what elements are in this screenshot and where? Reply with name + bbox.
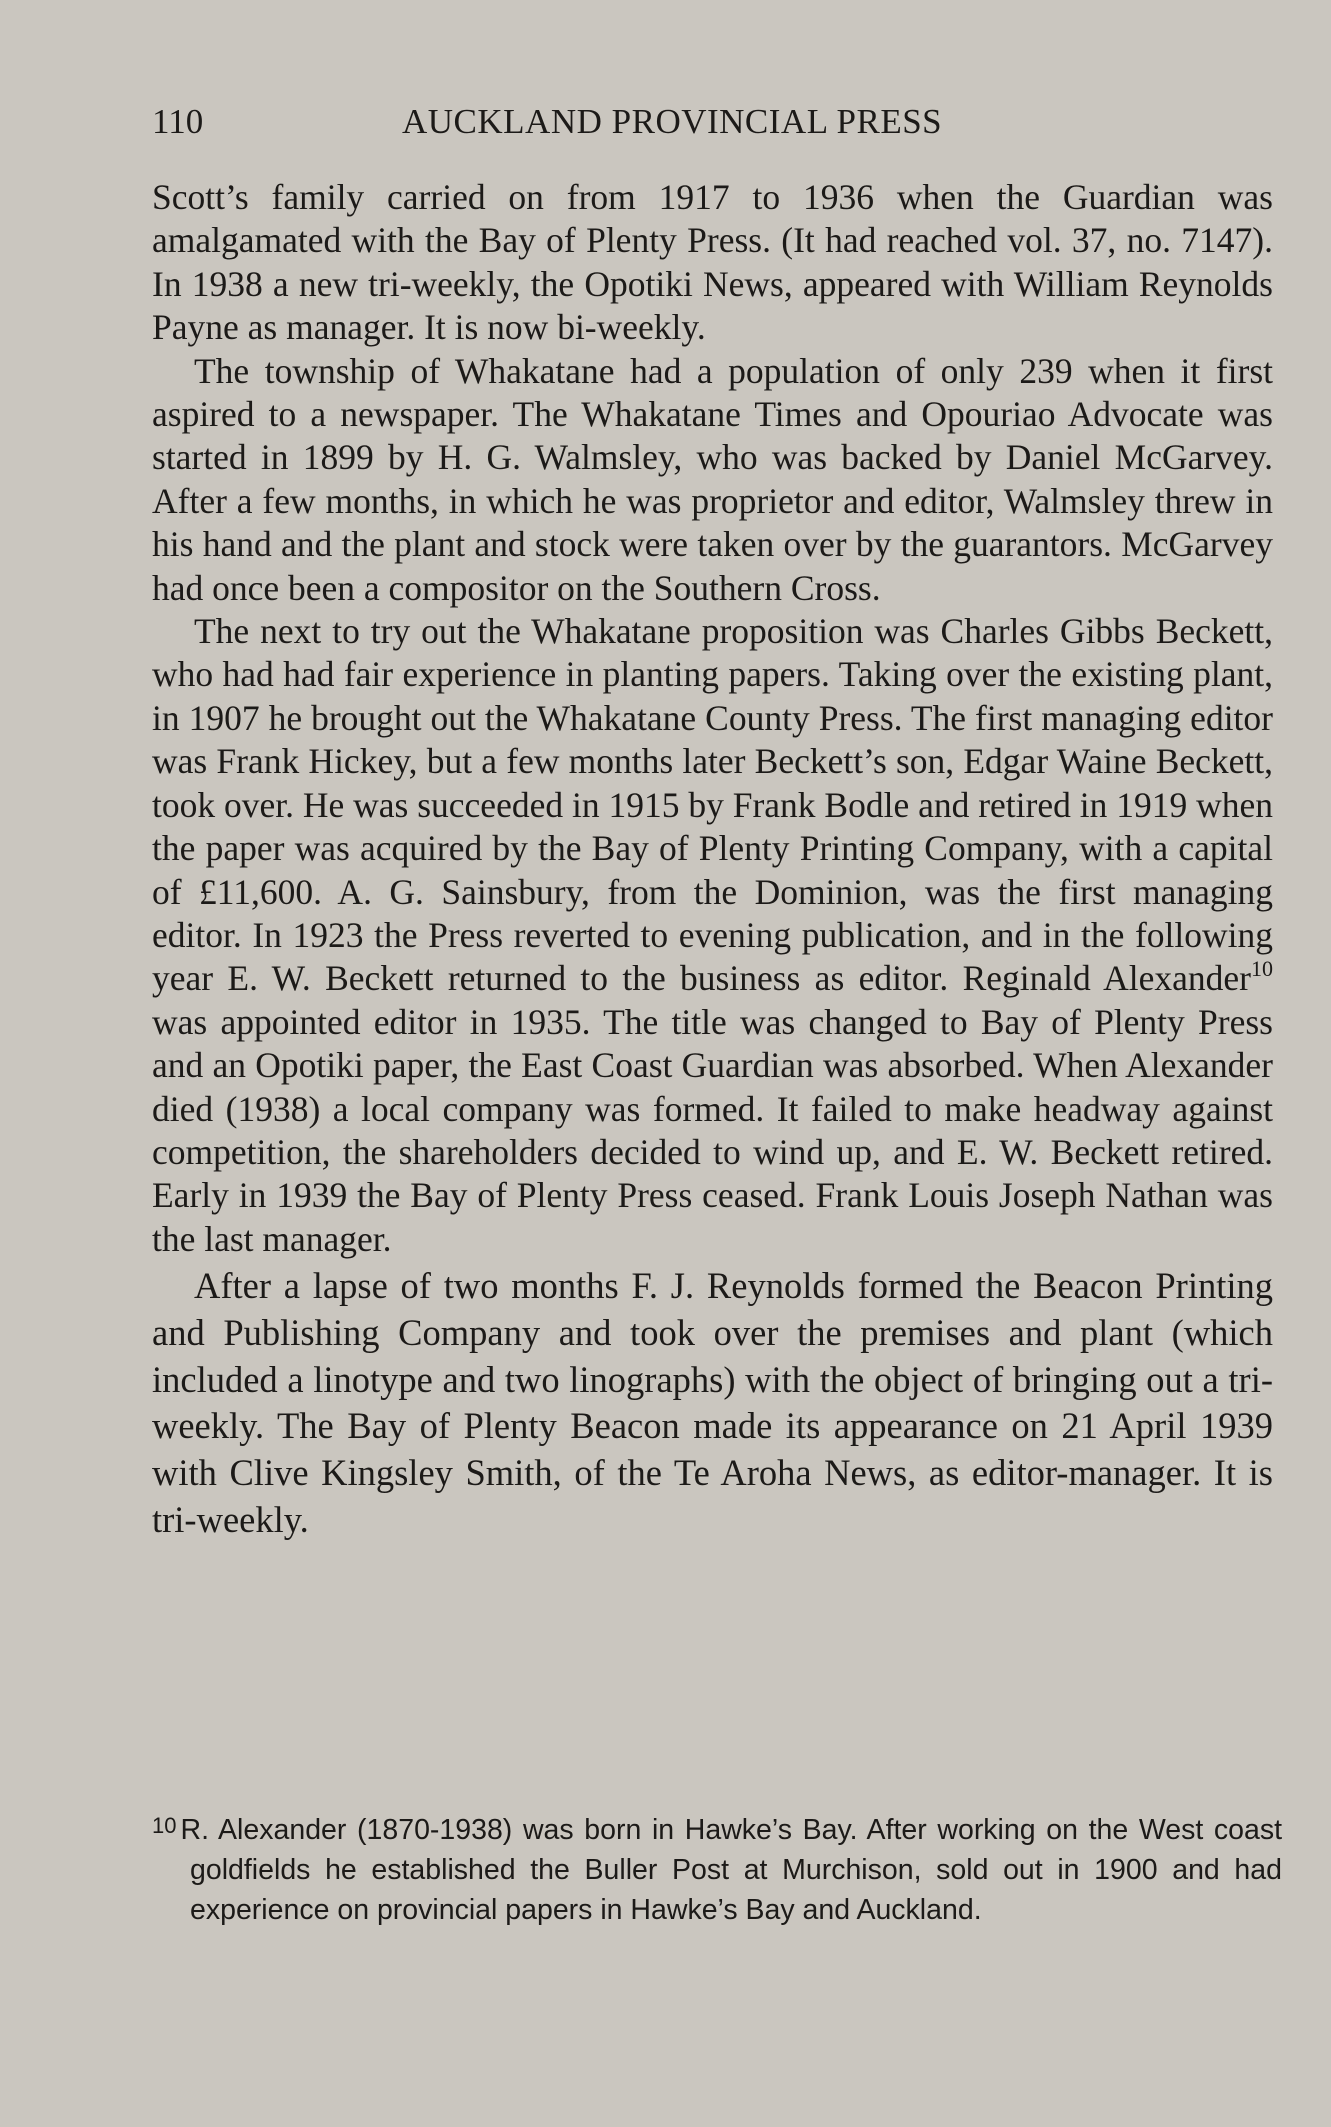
footnote-reference: 10 — [1251, 956, 1273, 982]
paragraph-text-before-ref: The next to try out the Whakatane proposition was Charles Gibbs Beckett, who had had fair experience in planting papers. Taking over the existing plant, in 1907 he brought out the Whakatane County Press. The first managing editor was Frank Hickey, but a few months later Beckett’s son, Edgar Waine Beckett, took over. He was succeeded in 1915 by Frank Bodle and retired in 1919 when the paper was acquired by the Bay of Plenty Printing Company, with a capital of £11,600. A. G. Sainsbury, from the Dominion, was the first managing editor. In 1923 the Press reverted to evening publication, and in the following year E. W. Beckett returned to the business as editor. Reginald Alexander — [152, 611, 1273, 999]
footnote — [152, 1806, 1282, 1930]
paragraph-text-after-ref: was appointed editor in 1935. The title was changed to Bay of Plenty Press and an Opotiki paper, the East Coast Guardian was absorbed. When Alexander died (1938) a local company was formed. It failed to make headway against competition, the shareholders decided to wind up, and E. W. Beckett retired. Early in 1939 the Bay of Plenty Press ceased. Frank Louis Joseph Nathan was the last manager. — [152, 1001, 1273, 1259]
paragraph-bay-of-plenty-beacon: After a lapse of two months F. J. Reynolds formed the Beacon Printing and Publishing Company and took over the premises and plant (which included a linotype and two linographs) with the object of bringing out a tri-weekly. The Bay of Plenty Beacon made its appearance on 21 April 1939 with Clive Kingsley Smith, of the Te Aroha News, as editor-manager. It is tri-weekly. — [152, 1265, 1273, 1540]
footnote-text: R. Alexander (1870-1938) was born in Hawke’s Bay. After working on the West coast goldfields he established the Buller Post at Murchison, sold out in 1900 and had experience on provincial papers in Hawke’s Bay and Auckland. — [180, 1814, 1282, 1926]
paragraph-whakatane-times: The township of Whakatane had a population of only 239 when it first aspired to a newspaper. The Whakatane Times and Opouriao Advocate was started in 1899 by H. G. Walmsley, who was backed by Daniel McGarvey. After a few months, in which he was proprietor and editor, Walmsley threw in his hand and the plant and stock were taken over by the guarantors. McGarvey had once been a compositor on the Southern Cross. — [152, 350, 1273, 608]
running-title: AUCKLAND PROVINCIAL PRESS — [402, 102, 943, 141]
body-text — [152, 176, 1273, 1543]
footnote-mark: 10 — [152, 1813, 177, 1838]
paragraph-opotiki-guardian: Scott’s family carried on from 1917 to 1936 when the Guardian was amalgamated with the Bay of Plenty Press. (It had reached vol. 37, no. 7147). In 1938 a new tri-weekly, the Opotiki News, appeared with William Reynolds Payne as manager. It is now bi-weekly. — [152, 177, 1273, 348]
running-head — [152, 100, 1277, 144]
page-number: 110 — [152, 102, 204, 141]
paragraph-whakatane-county-press — [152, 610, 1273, 1261]
